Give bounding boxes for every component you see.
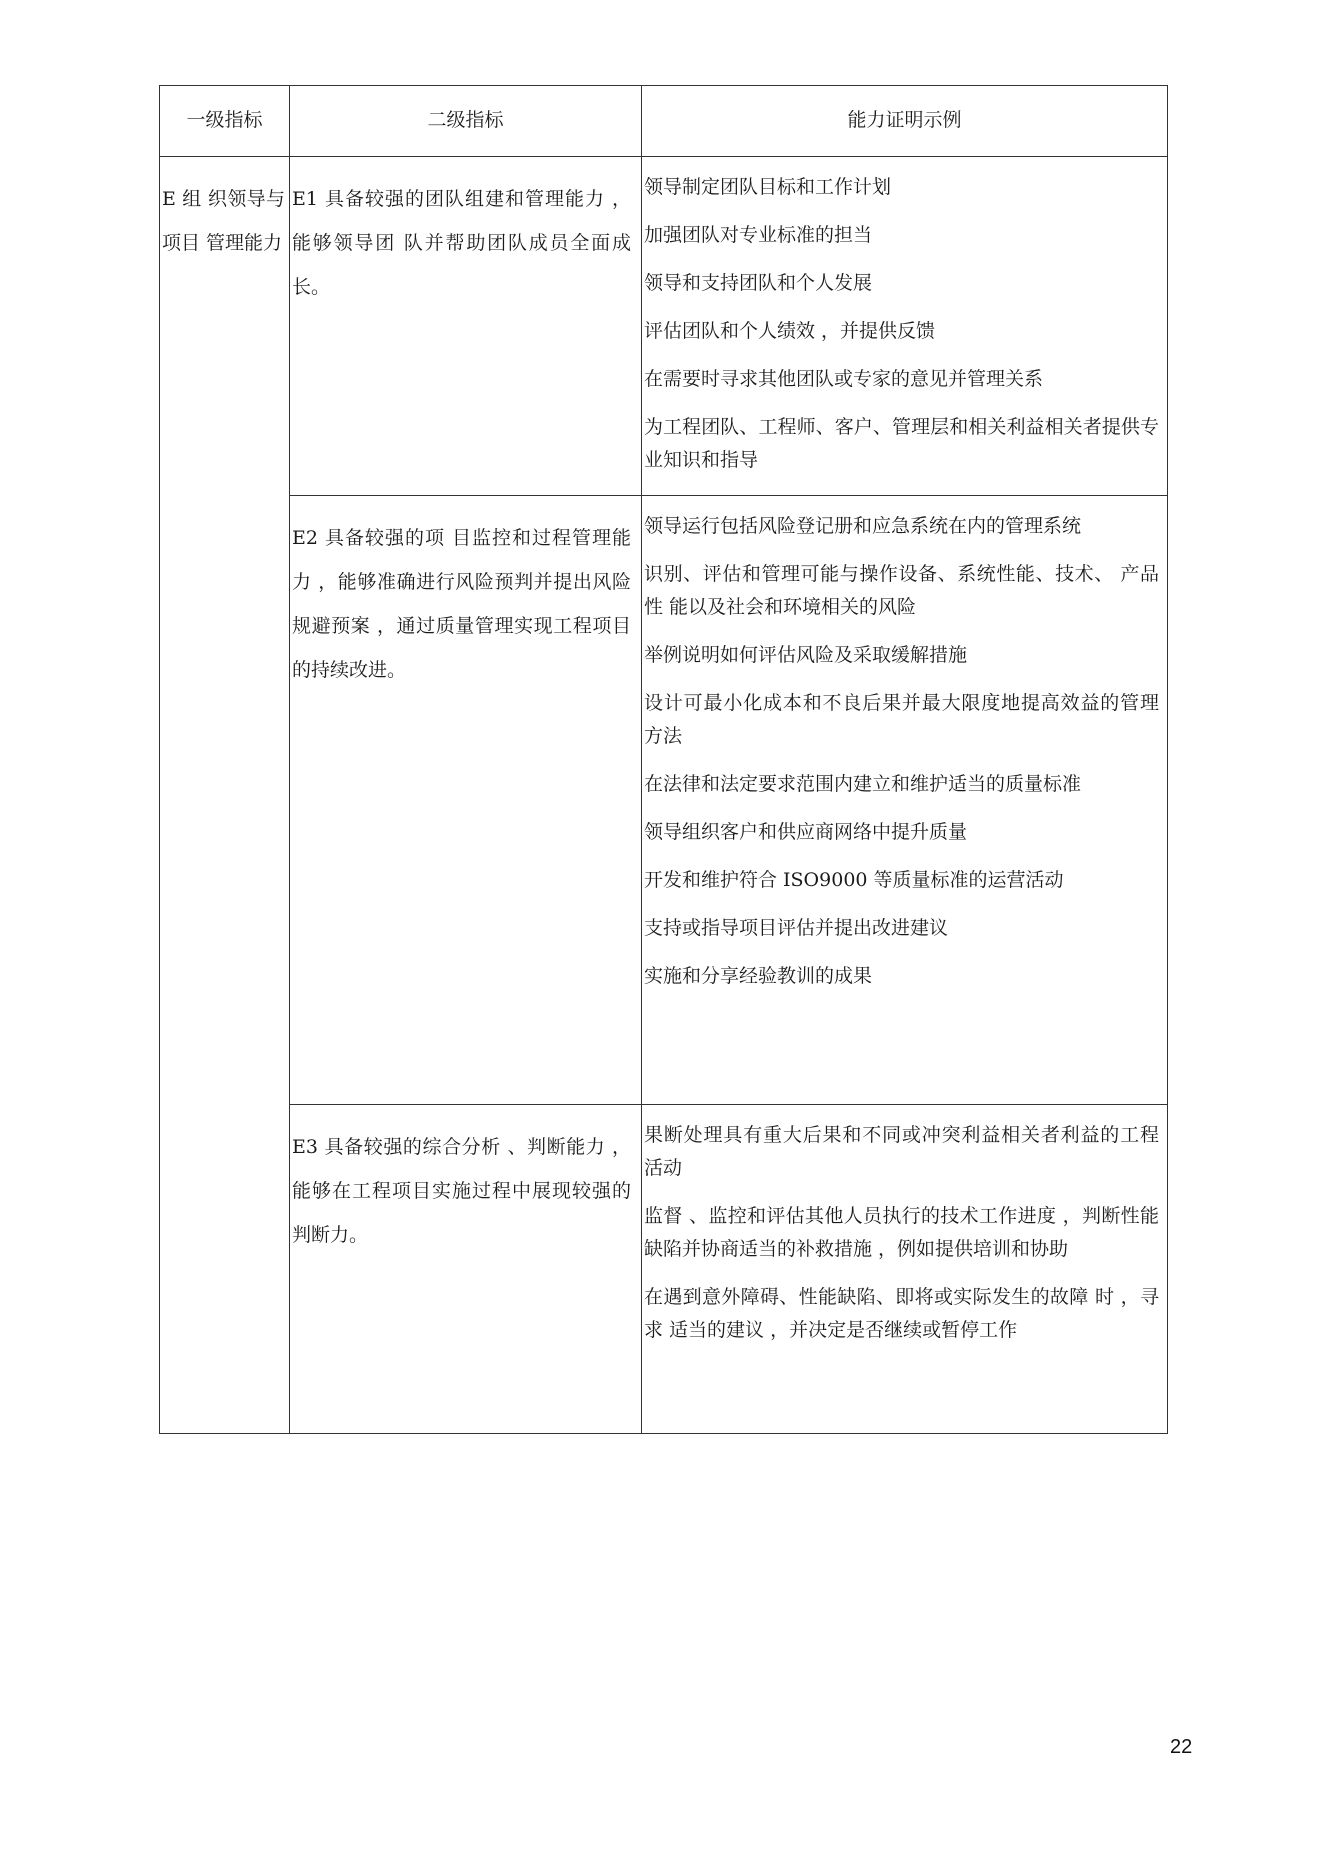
- indicator-cell: [290, 157, 642, 496]
- example-item: 支持或指导项目评估并提出改进建议: [644, 917, 949, 939]
- example-item: 监督 、监控和评估其他人员执行的技术工作进度 ，判断性能 缺陷并协商适当的补救措施 ，例如提供培训和协助: [644, 1205, 1159, 1260]
- example-item: 在遇到意外障碍、性能缺陷、即将或实际发生的故障 时 ，寻求 适当的建议 ，并决定是否继续或暂停工作: [644, 1286, 1159, 1341]
- indicator-table: [159, 85, 1168, 1434]
- example-item: 领导制定团队目标和工作计划: [644, 176, 892, 198]
- example-item: 在法律和法定要求范围内建立和维护适当的质量标准: [644, 773, 1082, 795]
- example-item: 在需要时寻求其他团队或专家的意见并管理关系: [644, 368, 1044, 390]
- header-level1: 一级指标: [160, 86, 290, 157]
- indicator-e2: E2 具备较强的项 目监控和过程管理能力 ，能够准确进行风险预判并提出风险规避预案 ，通过质量管理实现工程项目的持续改进。: [292, 527, 631, 681]
- example-item: 开发和维护符合 ISO9000 等质量标准的运营活动: [644, 869, 1064, 891]
- header-examples: 能力证明示例: [642, 86, 1168, 157]
- table-row: [160, 496, 1168, 1105]
- page-number: 22: [1170, 1736, 1193, 1758]
- indicator-cell: [290, 496, 642, 1105]
- example-item: 举例说明如何评估风险及采取缓解措施: [644, 644, 968, 666]
- examples-cell: [642, 496, 1168, 1105]
- example-item: 为工程团队、工程师、客户、管理层和相关利益相关者提供专 业知识和指导: [644, 416, 1159, 471]
- example-item: 领导和支持团队和个人发展: [644, 272, 873, 294]
- example-item: 领导运行包括风险登记册和应急系统在内的管理系统: [644, 515, 1082, 537]
- example-item: 评估团队和个人绩效 ，并提供反馈: [644, 320, 936, 342]
- indicator-e3: E3 具备较强的综合分析 、判断能力 ，能够在工程项目实施过程中展现较强的判断力。: [292, 1136, 631, 1246]
- indicator-cell: [290, 1105, 642, 1434]
- header-level2: 二级指标: [290, 86, 642, 157]
- category-cell: [160, 157, 290, 1434]
- example-item: 设计可最小化成本和不良后果并最大限度地提高效益的管理 方法: [644, 692, 1159, 747]
- example-item: 实施和分享经验教训的成果: [644, 965, 873, 987]
- example-item: 领导组织客户和供应商网络中提升质量: [644, 821, 968, 843]
- table-row: [160, 1105, 1168, 1434]
- table-row: [160, 157, 1168, 496]
- examples-cell: [642, 157, 1168, 496]
- table-header-row: [160, 86, 1168, 157]
- example-item: 果断处理具有重大后果和不同或冲突利益相关者利益的工程 活动: [644, 1124, 1159, 1179]
- examples-cell: [642, 1105, 1168, 1434]
- example-item: 识别、评估和管理可能与操作设备、系统性能、技术、 产品性 能以及社会和环境相关的风险: [644, 563, 1159, 618]
- category-text: E 组 织领导与项目 管理能力: [162, 188, 285, 254]
- indicator-e1: E1 具备较强的团队组建和管理能力 ，能够领导团 队并帮助团队成员全面成长。: [292, 188, 631, 298]
- example-item: 加强团队对专业标准的担当: [644, 224, 873, 246]
